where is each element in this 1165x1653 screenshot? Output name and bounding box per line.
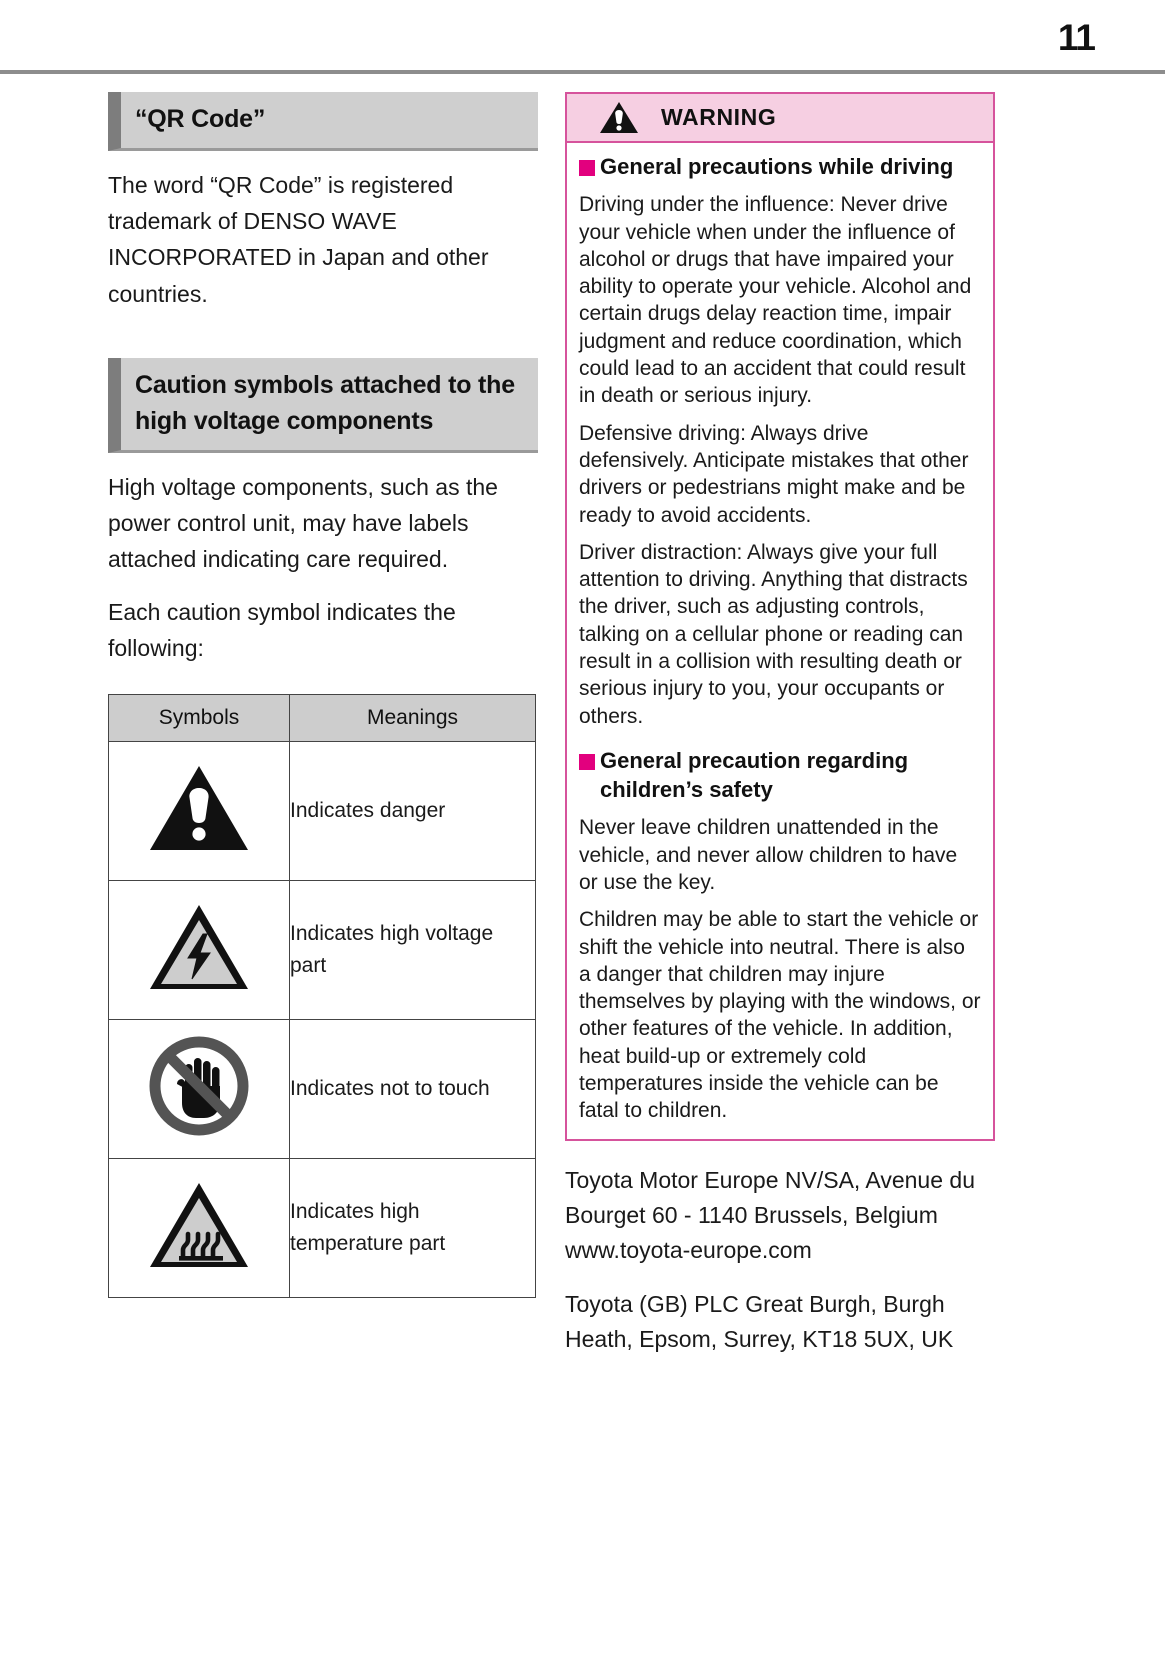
warning-subheading-driving [579,152,981,181]
table-row [109,1158,536,1297]
left-column [108,92,538,1298]
column-header-symbols: Symbols [109,694,290,741]
symbols-table [108,694,536,1298]
meaning-cell-danger: Indicates danger [290,741,536,880]
address-block-europe [565,1163,995,1269]
warning-paragraph-influence: Driving under the influence: Never drive your vehicle when under the influence of alcohol or drugs that have impaired your ability to operate your vehicle. Alcohol and certain drugs delay reaction time, impair judgment and reduce coordination, which could lead to an accident that could result in death or serious injury. [579,193,972,408]
warning-paragraph-children-risk: Children may be able to start the vehicle or shift the vehicle into neutral. There is also a danger that children may injure themselves by playing with the windows, or other features of the vehicle. In addition, heat build-up or extremely cold temperatures inside the vehicle can be fatal to children. [579,908,981,1123]
section-heading-qr-code [108,92,538,151]
warning-subheading-children [579,746,981,805]
section-heading-caution-symbols [108,358,538,454]
symbol-cell-high-temperature [109,1158,290,1297]
symbol-cell-high-voltage [109,880,290,1019]
danger-triangle-icon [147,762,251,854]
page-header [0,0,1165,76]
high-voltage-triangle-icon [147,901,251,993]
address-gb-text: Toyota (GB) PLC Great Burgh, Burgh Heath, Epsom, Surrey, KT18 5UX, UK [565,1290,954,1353]
warning-subheading-driving-label: General precautions while driving [600,154,954,179]
warning-paragraph-defensive: Defensive driving: Always drive defensively. Anticipate mistakes that other drivers or pedestrians might make and be ready to avoid accidents. [579,421,969,527]
meaning-cell-high-voltage: Indicates high voltage part [290,880,536,1019]
pink-square-bullet-icon [579,160,595,176]
table-header-row [109,694,536,741]
table-row [109,741,536,880]
address-block-gb [565,1287,995,1358]
column-header-meanings: Meanings [290,694,536,741]
high-temperature-triangle-icon [147,1179,251,1271]
warning-box-body [567,143,993,1139]
table-row [109,880,536,1019]
header-divider [0,70,1165,74]
meaning-cell-high-temperature: Indicates high temperature part [290,1158,536,1297]
warning-paragraph-distraction: Driver distraction: Always give your full attention to driving. Anything that distracts the driver, such as adjusting controls, talking on a cellular phone or reading can result in a collision with resulting death or serious injury to you, your occupants or others. [579,540,968,728]
symbol-cell-do-not-touch [109,1019,290,1158]
warning-triangle-icon [599,101,639,135]
page-number: 11 [1057,17,1095,58]
pink-square-bullet-icon [579,754,595,770]
warning-box [565,92,995,1141]
caution-symbols-paragraph-1: High voltage components, such as the power control unit, may have labels attached indicating care required. [108,474,498,573]
warning-subheading-children-label: General precaution regarding children’s safety [600,747,909,803]
warning-label: WARNING [661,104,777,130]
section-heading-qr-code-label: “QR Code” [135,105,266,133]
section-heading-caution-symbols-label: Caution symbols attached to the high voltage components [135,370,515,435]
caution-symbols-paragraph-2: Each caution symbol indicates the following: [108,598,456,661]
warning-box-header [567,94,993,143]
address-europe-text: Toyota Motor Europe NV/SA, Avenue du Bourget 60 - 1140 Brussels, Belgium www.toyota-europe.com [565,1166,975,1264]
do-not-touch-icon [147,1034,251,1138]
warning-paragraph-unattended: Never leave children unattended in the vehicle, and never allow children to have or use the key. [579,816,958,894]
table-row [109,1019,536,1158]
meaning-cell-do-not-touch: Indicates not to touch [290,1019,536,1158]
right-column [565,92,995,1358]
qr-code-paragraph: The word “QR Code” is registered trademark of DENSO WAVE INCORPORATED in Japan and other countries. [108,172,489,307]
symbol-cell-danger [109,741,290,880]
